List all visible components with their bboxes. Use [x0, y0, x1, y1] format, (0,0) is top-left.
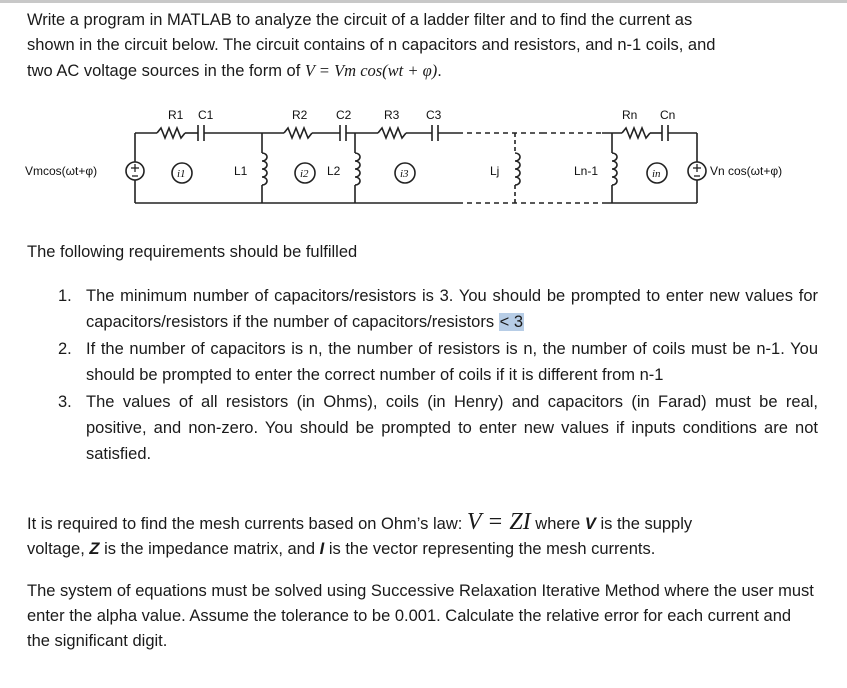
requirement-text: The values of all resistors (in Ohms), coils (in Henry) and capacitors (in Farad) must be real, positive, and non-zero. You should be prompted to enter new values if inputs conditions are not satisfied. [86, 393, 818, 463]
requirement-number: 2. [58, 340, 72, 358]
highlighted-text: < 3 [499, 313, 524, 331]
requirements-list [58, 283, 818, 468]
requirement-item-3 [58, 389, 818, 467]
requirement-text: The minimum number of capacitors/resistors is 3. You should be prompted to enter new values for capacitors/resistors if the number of capacitors/resistors [86, 287, 818, 331]
label-i2: i2 [300, 168, 309, 180]
top-border [0, 0, 847, 3]
ohms-law-line-1 [27, 510, 817, 537]
label-source-left: Vmcos(ωt+φ) [25, 164, 98, 178]
label-c1: C1 [198, 108, 214, 122]
relaxation-paragraph: The system of equations must be solved using Successive Relaxation Iterative Method where the user must enter the alpha value. Assume the tolerance to be 0.001. Calculate the relative error for each current and the significant digit. [27, 582, 814, 650]
label-i3: i3 [400, 168, 409, 180]
label-c3: C3 [426, 108, 442, 122]
ohms-law-supply: is the supply [600, 515, 693, 533]
label-source-right: Vn cos(ωt+φ) [710, 164, 783, 178]
ohms-law-formula: V = ZI [466, 509, 531, 535]
intro-line-2: shown in the circuit below. The circuit contains of n capacitors and resistors, and n-1 coils, and [27, 36, 716, 54]
ohms-law-where: where [535, 515, 581, 533]
label-l2: L2 [327, 164, 341, 178]
symbol-v: V [584, 515, 596, 533]
label-cn: Cn [660, 108, 676, 122]
label-ln-1: Ln-1 [574, 164, 599, 178]
ohms-law-line-2 [27, 537, 817, 562]
voltage-formula: V = Vm cos(wt + φ) [304, 61, 438, 80]
intro-paragraph [27, 8, 817, 84]
label-rn: Rn [622, 108, 638, 122]
ohms-law-text: It is required to find the mesh currents based on Ohm’s law: [27, 515, 463, 533]
requirement-number: 3. [58, 393, 72, 411]
requirements-heading: The following requirements should be fulfilled [27, 243, 358, 261]
ladder-filter-circuit [22, 95, 822, 205]
ohms-law-paragraph [27, 510, 817, 562]
label-r2: R2 [292, 108, 308, 122]
ohms-law-vector: is the vector representing the mesh currents. [328, 540, 656, 558]
label-r3: R3 [384, 108, 400, 122]
label-i1: i1 [177, 168, 186, 180]
label-l1: L1 [234, 164, 248, 178]
label-r1: R1 [168, 108, 184, 122]
intro-line-1: Write a program in MATLAB to analyze the circuit of a ladder filter and to find the current as [27, 11, 693, 29]
label-c2: C2 [336, 108, 352, 122]
requirement-number: 1. [58, 287, 72, 305]
intro-line-3-text: two AC voltage sources in the form of [27, 62, 301, 80]
label-lj: Lj [490, 164, 500, 178]
requirement-text: If the number of capacitors is n, the number of resistors is n, the number of coils must be n-1. You should be prompted to enter the correct number of coils if it is different from n-1 [86, 340, 818, 384]
requirement-item-1 [58, 283, 818, 335]
label-in: in [652, 168, 661, 180]
ohms-law-voltage: voltage, [27, 540, 85, 558]
ohms-law-impedance: is the impedance matrix, and [104, 540, 316, 558]
intro-line-3 [27, 58, 817, 84]
requirement-item-2 [58, 336, 818, 388]
intro-line-3-end: . [437, 62, 442, 80]
symbol-z: Z [89, 540, 100, 558]
symbol-i: I [319, 540, 325, 558]
